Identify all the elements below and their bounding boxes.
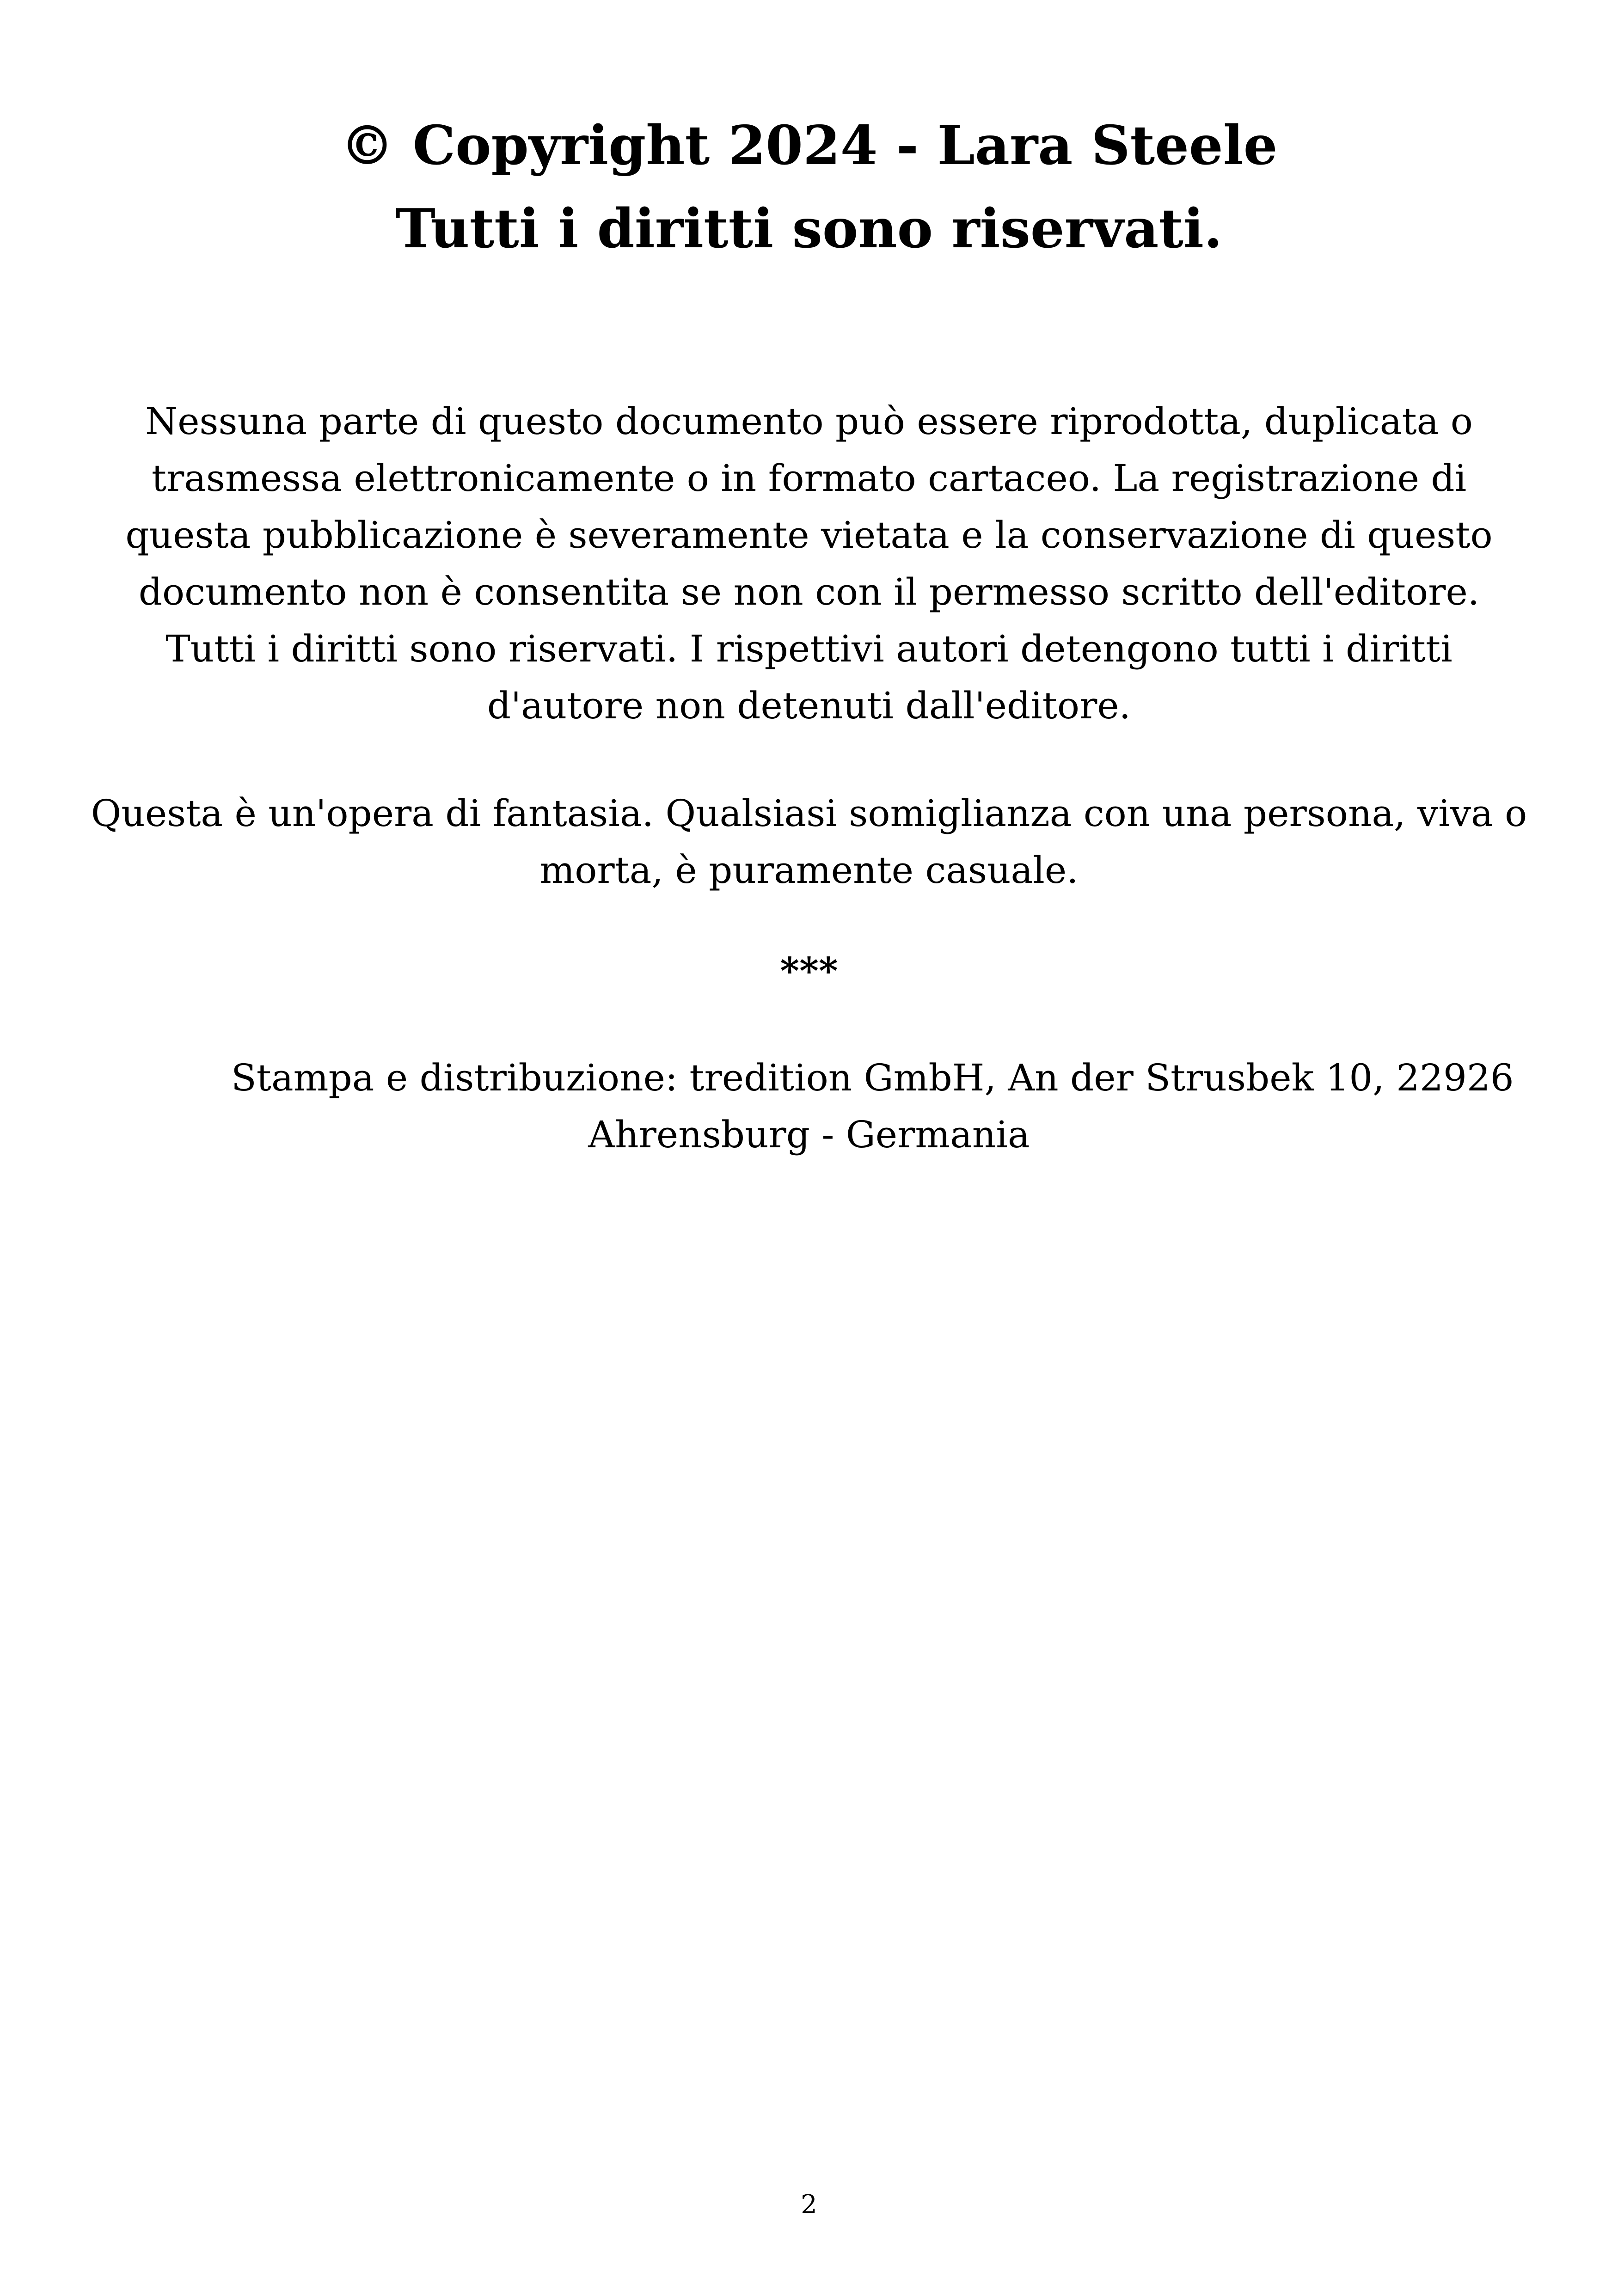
rights-reserved-title: Tutti i diritti sono riservati. xyxy=(395,197,1223,260)
rights-paragraph xyxy=(0,393,1618,734)
imprint-line: Stampa e distribuzione: tredition GmbH, An der Strusbek 10, 22926 xyxy=(231,1056,1514,1099)
paragraph-line: morta, è puramente casuale. xyxy=(539,849,1079,892)
section-separator: *** xyxy=(780,949,838,992)
copyright-title: © Copyright 2024 - Lara Steele xyxy=(340,114,1278,177)
paragraph-line: documento non è consentita se non con il permesso scritto dell'editore. xyxy=(138,570,1480,613)
imprint-line: Ahrensburg - Germania xyxy=(588,1113,1030,1156)
paragraph-line: Nessuna parte di questo documento può essere riprodotta, duplicata o xyxy=(145,400,1473,443)
paragraph-line: d'autore non detenuti dall'editore. xyxy=(487,684,1131,727)
fiction-disclaimer-paragraph xyxy=(0,785,1618,899)
printer-imprint xyxy=(0,1049,1618,1163)
paragraph-line: Questa è un'opera di fantasia. Qualsiasi somiglianza con una persona, viva o xyxy=(91,792,1527,835)
page-number: 2 xyxy=(801,2190,817,2220)
paragraph-line: questa pubblicazione è severamente vietata e la conservazione di questo xyxy=(125,514,1493,557)
paragraph-line: trasmessa elettronicamente o in formato cartaceo. La registrazione di xyxy=(151,457,1467,500)
paragraph-line: Tutti i diritti sono riservati. I rispettivi autori detengono tutti i diritti xyxy=(165,627,1453,670)
